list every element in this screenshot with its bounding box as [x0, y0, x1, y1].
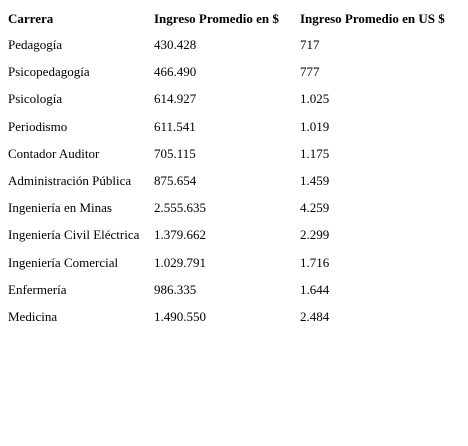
cell-carrera: Administración Pública	[8, 173, 132, 189]
table-row	[8, 167, 460, 194]
cell-ingreso-clp: 705.115	[154, 145, 196, 161]
cell-ingreso-usd: 2.484	[300, 308, 330, 324]
cell-carrera: Ingeniería Civil Eléctrica	[8, 227, 140, 243]
cell-carrera: Medicina	[8, 308, 58, 324]
cell-ingreso-usd: 2.299	[300, 227, 330, 243]
cell-carrera: Psicología	[8, 91, 63, 107]
cell-ingreso-clp: 614.927	[154, 91, 197, 107]
cell-ingreso-clp: 875.654	[154, 173, 197, 189]
header-carrera: Carrera	[8, 10, 54, 26]
cell-ingreso-clp: 1.029.791	[154, 254, 206, 270]
table-body	[8, 31, 460, 330]
cell-ingreso-usd: 1.175	[300, 145, 330, 161]
table-row	[8, 140, 460, 167]
cell-ingreso-clp: 1.379.662	[154, 227, 206, 243]
cell-ingreso-usd: 777	[300, 64, 320, 80]
cell-carrera: Psicopedagogía	[8, 64, 90, 80]
cell-ingreso-usd: 1.644	[300, 281, 330, 297]
cell-ingreso-clp: 2.555.635	[154, 200, 206, 216]
cell-ingreso-clp: 986.335	[154, 281, 197, 297]
cell-ingreso-usd: 4.259	[300, 200, 330, 216]
table-row	[8, 31, 460, 58]
cell-ingreso-clp: 430.428	[154, 37, 197, 53]
table-row	[8, 221, 460, 248]
cell-ingreso-clp: 611.541	[154, 118, 196, 134]
cell-ingreso-usd: 1.025	[300, 91, 330, 107]
header-ingreso-clp: Ingreso Promedio en $	[154, 10, 279, 26]
cell-carrera: Periodismo	[8, 118, 68, 134]
cell-ingreso-usd: 1.459	[300, 173, 330, 189]
cell-ingreso-usd: 1.716	[300, 254, 330, 270]
table-row	[8, 303, 460, 330]
cell-carrera: Pedagogía	[8, 37, 63, 53]
cell-carrera: Enfermería	[8, 281, 67, 297]
header-row	[8, 5, 460, 31]
cell-ingreso-clp: 1.490.550	[154, 308, 206, 324]
income-table	[5, 5, 463, 330]
table-row	[8, 194, 460, 221]
header-ingreso-usd: Ingreso Promedio en US $	[300, 10, 445, 26]
table-row	[8, 276, 460, 303]
table-header	[8, 5, 460, 31]
cell-carrera: Ingeniería Comercial	[8, 254, 119, 270]
cell-carrera: Contador Auditor	[8, 145, 100, 161]
cell-ingreso-usd: 1.019	[300, 118, 330, 134]
table-row	[8, 58, 460, 85]
table-row	[8, 85, 460, 112]
table-row	[8, 249, 460, 276]
cell-ingreso-clp: 466.490	[154, 64, 197, 80]
cell-ingreso-usd: 717	[300, 37, 320, 53]
table-row	[8, 113, 460, 140]
cell-carrera: Ingeniería en Minas	[8, 200, 112, 216]
